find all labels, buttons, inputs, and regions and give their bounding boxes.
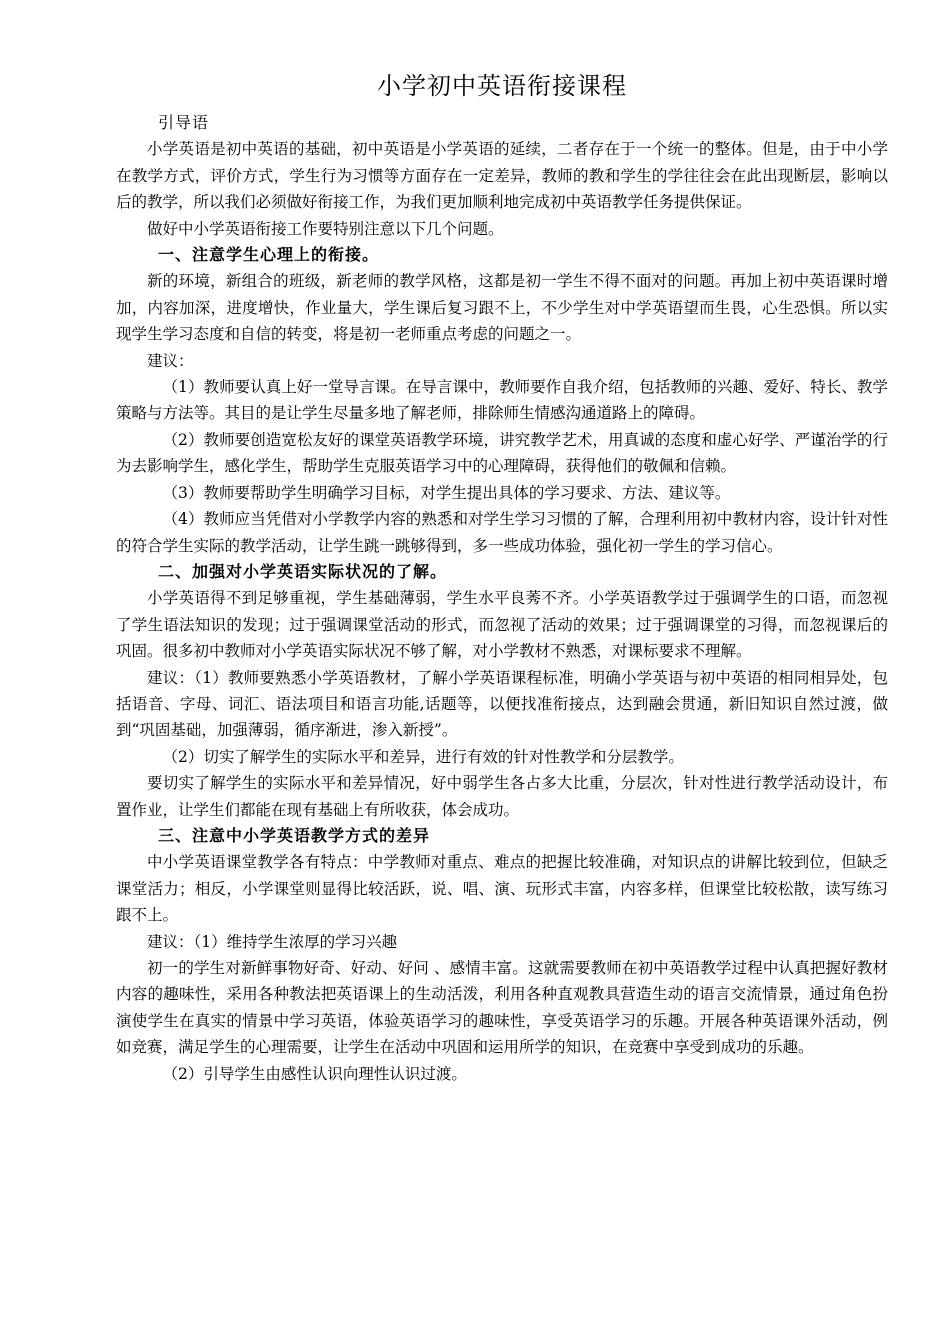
intro-paragraph: 小学英语是初中英语的基础，初中英语是小学英语的延续，二者存在于一个统一的整体。但是，由于中小学在教学方式，评价方式，学生行为习惯等方面存在一定差异，教师的教和学生的学往往会在此出现断层，影响以后的教学，所以我们必须做好衔接工作，为我们更加顺利地完成初中英语教学任务提供保证。 (116, 140, 888, 212)
section-heading-3: 三、注意中小学英语教学方式的差异 (158, 825, 431, 845)
section-1-suggest-label: 建议： (147, 351, 194, 370)
section-2-paragraph: 小学英语得不到足够重视，学生基础薄弱，学生水平良莠不齐。小学英语教学过于强调学生的口语，而忽视了学生语法知识的发现；过于强调课堂活动的形式，而忽视了活动的效果；过于强调课堂的习得，而忽视课后的巩固。很多初中教师对小学英语实际状况不够了解，对小学教材不熟悉，对课标要求不理解。 (116, 589, 888, 661)
section-heading-1: 一、注意学生心理上的衔接。 (158, 245, 380, 265)
section-2-paragraph: 要切实了解学生的实际水平和差异情况，好中弱学生各占多大比重，分层次，针对性进行教学活动设计，布置作业，让学生们都能在现有基础上有所收获，体会成功。 (116, 774, 888, 819)
section-3-item: （2）引导学生由感性认识向理性认识过渡。 (162, 1064, 467, 1083)
section-2-suggestion: 建议：（1）教师要熟悉小学英语教材，了解小学英语课程标准，明确小学英语与初中英语的相同相异处，包括语音、字母、词汇、语法项目和语言功能,话题等，以便找准衔接点，达到融会贯通，新旧知识自然过渡，做到“巩固基础，加强薄弱，循序渐进，渗入新授”。 (116, 668, 888, 740)
lead-heading: 引导语 (158, 113, 210, 132)
section-1-item: （1）教师要认真上好一堂导言课。在导言课中，教师要作自我介绍，包括教师的兴趣、爱好、特长、教学策略与方法等。其目的是让学生尽量多地了解老师，排除师生情感沟通道路上的障碍。 (116, 378, 888, 423)
section-1-item: （3）教师要帮助学生明确学习目标，对学生提出具体的学习要求、方法、建议等。 (162, 483, 731, 502)
document-title: 小学初中英语衔接课程 (377, 72, 627, 100)
section-2-item: （2）切实了解学生的实际水平和差异，进行有效的针对性教学和分层教学。 (162, 747, 684, 766)
section-3-paragraph: 初一的学生对新鲜事物好奇、好动、好问 、感情丰富。这就需要教师在初中英语教学过程中认真把握好教材内容的趣味性，采用各种教法把英语课上的生动活泼，利用各种直观教具营造生动的语言交流情景，通过角色扮演使学生在真实的情景中学习英语，体验英语学习的趣味性，享受英语学习的乐趣。开展各种英语课外活动，例如竞赛，满足学生的心理需要，让学生在活动中巩固和运用所学的知识，在竞赛中享受到成功的乐趣。 (116, 959, 888, 1057)
section-3-suggestion: 建议：（1）维持学生浓厚的学习兴趣 (147, 932, 398, 951)
section-1-paragraph: 新的环境，新组合的班级，新老师的教学风格，这都是初一学生不得不面对的问题。再加上初中英语课时增加，内容加深，进度增快，作业量大，学生课后复习跟不上，不少学生对中学英语望而生畏，心生恐惧。所以实现学生学习态度和自信的转变，将是初一老师重点考虑的问题之一。 (116, 272, 888, 344)
section-heading-2: 二、加强对小学英语实际状况的了解。 (158, 561, 448, 581)
section-1-item: （4）教师应当凭借对小学教学内容的熟悉和对学生学习习惯的了解，合理利用初中教材内容，设计针对性的符合学生实际的教学活动，让学生跳一跳够得到，多一些成功体验，强化初一学生的学习信心。 (116, 510, 888, 555)
section-1-item: （2）教师要创造宽松友好的课堂英语教学环境，讲究教学艺术，用真诚的态度和虚心好学、严谨治学的行为去影响学生，感化学生，帮助学生克服英语学习中的心理障碍，获得他们的敬佩和信赖。 (116, 430, 888, 476)
section-3-paragraph: 中小学英语课堂教学各有特点：中学教师对重点、难点的把握比较准确，对知识点的讲解比较到位，但缺乏课堂活力；相反，小学课堂则显得比较活跃，说、唱、演、玩形式丰富，内容多样，但课堂比较松散，读写练习跟不上。 (116, 853, 888, 925)
intro-paragraph: 做好中小学英语衔接工作要特别注意以下几个问题。 (147, 219, 504, 238)
